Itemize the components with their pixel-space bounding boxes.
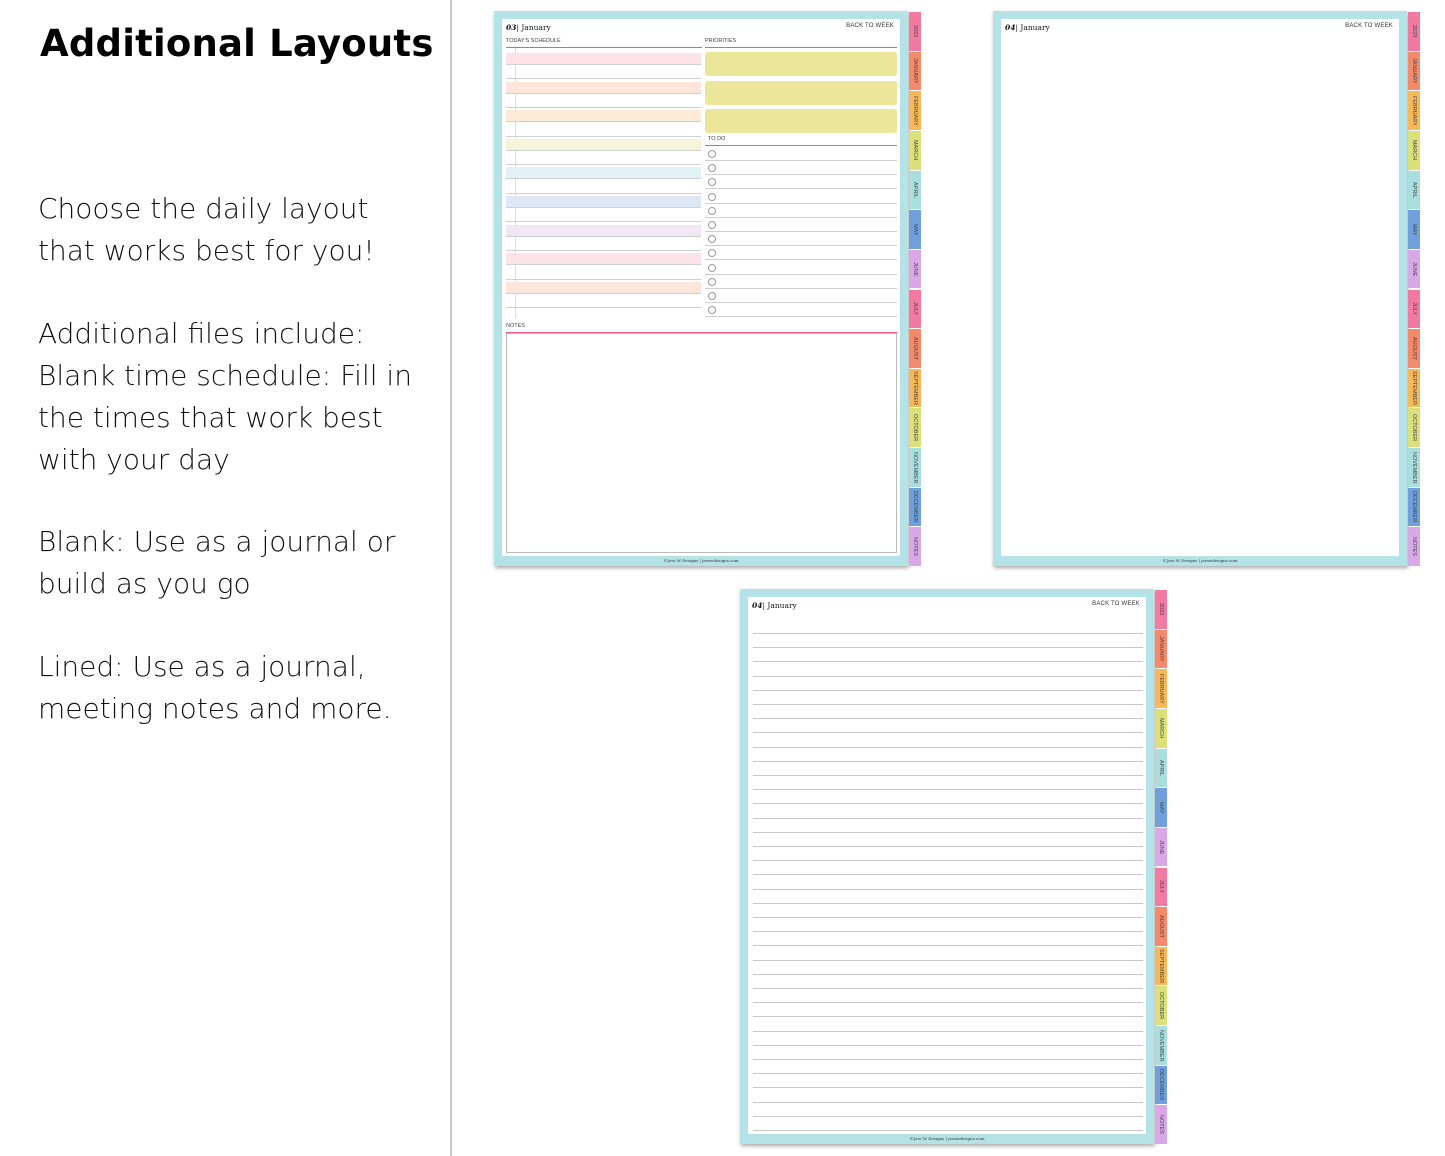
tab-october[interactable] bbox=[909, 408, 921, 447]
journal-line bbox=[753, 704, 1143, 705]
schedule-line bbox=[506, 121, 701, 122]
journal-line bbox=[753, 1031, 1143, 1032]
schedule-line bbox=[506, 236, 701, 237]
tab-august[interactable] bbox=[909, 329, 921, 368]
schedule-slot[interactable] bbox=[506, 225, 701, 236]
back-to-week-link[interactable]: BACK TO WEEK bbox=[1092, 601, 1140, 607]
tab-september[interactable] bbox=[909, 369, 921, 408]
tab-july[interactable] bbox=[909, 290, 921, 329]
tab-label: JULY bbox=[1411, 302, 1417, 316]
files-line: with your day bbox=[38, 443, 230, 476]
journal-line bbox=[753, 1016, 1143, 1017]
notes-area[interactable] bbox=[506, 333, 897, 553]
todo-checkbox[interactable] bbox=[708, 207, 716, 215]
journal-line bbox=[753, 1102, 1143, 1103]
panel-divider bbox=[450, 0, 452, 1156]
schedule-line bbox=[506, 164, 701, 165]
tab-december[interactable] bbox=[909, 488, 921, 527]
tab-label: 2023 bbox=[1158, 603, 1164, 616]
tab-label: MARCH bbox=[1158, 718, 1164, 739]
files-line: Additional files include: bbox=[38, 317, 365, 350]
schedule-slot[interactable] bbox=[506, 139, 701, 150]
tab-2023[interactable] bbox=[1155, 590, 1167, 629]
schedule-line bbox=[506, 264, 701, 265]
tab-label: MAY bbox=[912, 223, 918, 236]
tab-label: MAY bbox=[1411, 223, 1417, 236]
todo-line bbox=[705, 203, 897, 204]
tab-label: NOVEMBER bbox=[1411, 451, 1417, 484]
todo-line bbox=[705, 174, 897, 175]
tab-february[interactable] bbox=[1155, 669, 1167, 708]
back-to-week-link[interactable]: BACK TO WEEK bbox=[846, 23, 894, 29]
priority-slot[interactable] bbox=[705, 109, 897, 133]
page-date: 03| January bbox=[506, 23, 551, 32]
tab-label: JULY bbox=[1158, 880, 1164, 894]
tab-label: NOVEMBER bbox=[912, 451, 918, 484]
tab-label: OCTOBER bbox=[912, 414, 918, 442]
blank-line: build as you go bbox=[38, 567, 251, 600]
todo-checkbox[interactable] bbox=[708, 306, 716, 314]
schedule-slot[interactable] bbox=[506, 167, 701, 178]
tab-label: OCTOBER bbox=[1158, 992, 1164, 1020]
tab-label: JUNE bbox=[1411, 261, 1417, 277]
intro-text bbox=[38, 188, 438, 272]
journal-line bbox=[753, 690, 1143, 691]
todo-checkbox[interactable] bbox=[708, 249, 716, 257]
journal-line bbox=[753, 1059, 1143, 1060]
tab-label: APRIL bbox=[912, 181, 918, 198]
month-tabs bbox=[1155, 590, 1167, 1145]
schedule-slot[interactable] bbox=[506, 253, 701, 264]
tab-may[interactable] bbox=[909, 210, 921, 249]
schedule-line bbox=[506, 279, 701, 280]
month-tabs bbox=[1408, 12, 1420, 567]
tab-notes[interactable] bbox=[909, 527, 921, 566]
todo-line bbox=[705, 217, 897, 218]
tab-label: MARCH bbox=[1411, 140, 1417, 161]
month-tabs bbox=[909, 12, 921, 567]
schedule-line bbox=[506, 207, 701, 208]
todo-line bbox=[705, 316, 897, 317]
journal-line bbox=[753, 803, 1143, 804]
info-panel bbox=[0, 0, 450, 1156]
todo-checkbox[interactable] bbox=[708, 278, 716, 286]
journal-line bbox=[753, 960, 1143, 961]
tab-label: FEBRUARY bbox=[1411, 95, 1417, 126]
todo-line bbox=[705, 259, 897, 260]
tab-label: APRIL bbox=[1411, 181, 1417, 198]
tab-june[interactable] bbox=[909, 250, 921, 289]
notes-label: NOTES bbox=[506, 323, 525, 329]
tab-label: FEBRUARY bbox=[1158, 673, 1164, 704]
tab-label: MAY bbox=[1158, 801, 1164, 814]
journal-line bbox=[753, 818, 1143, 819]
intro-line: Choose the daily layout bbox=[38, 192, 369, 225]
tab-january[interactable] bbox=[1408, 52, 1420, 91]
schedule-label: TODAY'S SCHEDULE bbox=[506, 38, 561, 44]
schedule-line bbox=[506, 93, 701, 94]
journal-line bbox=[753, 1130, 1143, 1131]
todo-line bbox=[705, 160, 897, 161]
schedule-line bbox=[506, 150, 701, 151]
tab-april[interactable] bbox=[909, 171, 921, 210]
journal-line bbox=[753, 1002, 1143, 1003]
todo-checkbox[interactable] bbox=[708, 221, 716, 229]
tab-october[interactable] bbox=[1155, 986, 1167, 1025]
todo-line bbox=[705, 245, 897, 246]
tab-label: AUGUST bbox=[912, 337, 918, 360]
tab-label: SEPTEMBER bbox=[912, 371, 918, 406]
todo-checkbox[interactable] bbox=[708, 292, 716, 300]
todo-line bbox=[705, 274, 897, 275]
todo-checkbox[interactable] bbox=[708, 235, 716, 243]
journal-line bbox=[753, 1087, 1143, 1088]
priorities-divider bbox=[705, 47, 897, 48]
files-text bbox=[38, 313, 438, 481]
tab-label: AUGUST bbox=[1158, 915, 1164, 938]
journal-line bbox=[753, 676, 1143, 677]
todo-checkbox[interactable] bbox=[708, 178, 716, 186]
journal-line bbox=[753, 903, 1143, 904]
tab-april[interactable] bbox=[1155, 749, 1167, 788]
lined-text bbox=[38, 646, 438, 730]
page-footer: ©Jess W Designs | jesswdesigns.com bbox=[663, 558, 739, 563]
todo-divider bbox=[705, 145, 897, 146]
tab-may[interactable] bbox=[1408, 210, 1420, 249]
page-footer: ©Jess W Designs | jesswdesigns.com bbox=[1162, 558, 1238, 563]
intro-line: that works best for you! bbox=[38, 234, 375, 267]
todo-checkbox[interactable] bbox=[708, 193, 716, 201]
tab-january[interactable] bbox=[1155, 630, 1167, 669]
blank-layout-page bbox=[993, 11, 1407, 566]
schedule-layout-page bbox=[494, 11, 908, 566]
tab-august[interactable] bbox=[1155, 907, 1167, 946]
priority-slot[interactable] bbox=[705, 52, 897, 76]
tab-label: NOTES bbox=[1411, 537, 1417, 557]
tab-label: NOTES bbox=[912, 537, 918, 557]
journal-line bbox=[753, 931, 1143, 932]
tab-2023[interactable] bbox=[1408, 12, 1420, 51]
files-line: the times that work best bbox=[38, 401, 383, 434]
tab-label: JULY bbox=[912, 302, 918, 316]
tab-label: FEBRUARY bbox=[912, 95, 918, 126]
todo-line bbox=[705, 188, 897, 189]
schedule-slot[interactable] bbox=[506, 196, 701, 207]
journal-line bbox=[753, 832, 1143, 833]
tab-november[interactable] bbox=[1155, 1026, 1167, 1065]
tab-2023[interactable] bbox=[909, 12, 921, 51]
tab-february[interactable] bbox=[1408, 91, 1420, 130]
todo-checkbox[interactable] bbox=[708, 264, 716, 272]
todo-line bbox=[705, 288, 897, 289]
tab-label: NOVEMBER bbox=[1158, 1029, 1164, 1062]
files-line: Blank time schedule: Fill in bbox=[38, 359, 412, 392]
todo-checkbox[interactable] bbox=[708, 164, 716, 172]
tab-label: SEPTEMBER bbox=[1158, 949, 1164, 984]
journal-line bbox=[753, 945, 1143, 946]
todo-checkbox[interactable] bbox=[708, 150, 716, 158]
schedule-slot[interactable] bbox=[506, 110, 701, 121]
lined-line: Lined: Use as a journal, bbox=[38, 650, 366, 683]
tab-notes[interactable] bbox=[1408, 527, 1420, 566]
tab-label: 2023 bbox=[1411, 25, 1417, 38]
tab-march[interactable] bbox=[909, 131, 921, 170]
tab-may[interactable] bbox=[1155, 788, 1167, 827]
tab-october[interactable] bbox=[1408, 408, 1420, 447]
tab-label: AUGUST bbox=[1411, 337, 1417, 360]
lined-layout-page bbox=[740, 589, 1154, 1144]
tab-label: OCTOBER bbox=[1411, 414, 1417, 442]
tab-february[interactable] bbox=[909, 91, 921, 130]
schedule-divider bbox=[506, 47, 702, 48]
journal-line bbox=[753, 789, 1143, 790]
journal-line bbox=[753, 647, 1143, 648]
schedule-line bbox=[506, 193, 701, 194]
blank-line: Blank: Use as a journal or bbox=[38, 525, 396, 558]
journal-line bbox=[753, 1116, 1143, 1117]
schedule-slot[interactable] bbox=[506, 82, 701, 93]
tab-september[interactable] bbox=[1155, 947, 1167, 986]
tab-label: JUNE bbox=[1158, 839, 1164, 855]
schedule-line bbox=[506, 293, 701, 294]
page-date: 04| January bbox=[752, 601, 797, 610]
journal-line bbox=[753, 775, 1143, 776]
panel-title: Additional Layouts bbox=[40, 22, 434, 65]
journal-line bbox=[753, 846, 1143, 847]
tab-july[interactable] bbox=[1408, 290, 1420, 329]
schedule-line bbox=[506, 221, 701, 222]
tab-november[interactable] bbox=[1408, 448, 1420, 487]
tab-label: JANUARY bbox=[1158, 636, 1164, 662]
tab-notes[interactable] bbox=[1155, 1105, 1167, 1144]
journal-line bbox=[753, 974, 1143, 975]
todo-label: TO DO bbox=[708, 136, 726, 142]
tab-label: NOTES bbox=[1158, 1115, 1164, 1135]
tab-december[interactable] bbox=[1155, 1066, 1167, 1105]
tab-label: JUNE bbox=[912, 261, 918, 277]
tab-label: APRIL bbox=[1158, 759, 1164, 776]
blank-text bbox=[38, 521, 438, 605]
tab-label: SEPTEMBER bbox=[1411, 371, 1417, 406]
lined-line: meeting notes and more. bbox=[38, 692, 392, 725]
schedule-line bbox=[506, 307, 701, 308]
page-footer: ©Jess W Designs | jesswdesigns.com bbox=[909, 1136, 985, 1141]
tab-label: JANUARY bbox=[912, 58, 918, 84]
tab-label: DECEMBER bbox=[1158, 1069, 1164, 1101]
journal-line bbox=[753, 889, 1143, 890]
journal-line bbox=[753, 732, 1143, 733]
page-date: 04| January bbox=[1005, 23, 1050, 32]
tab-january[interactable] bbox=[909, 52, 921, 91]
journal-line bbox=[753, 633, 1143, 634]
tab-june[interactable] bbox=[1155, 828, 1167, 867]
page-sheet[interactable] bbox=[1001, 19, 1399, 556]
tab-label: DECEMBER bbox=[912, 491, 918, 523]
tab-september[interactable] bbox=[1408, 369, 1420, 408]
tab-june[interactable] bbox=[1408, 250, 1420, 289]
tab-label: 2023 bbox=[912, 25, 918, 38]
schedule-line bbox=[506, 64, 701, 65]
schedule-line bbox=[506, 178, 701, 179]
tab-label: MARCH bbox=[912, 140, 918, 161]
journal-line bbox=[753, 718, 1143, 719]
tab-label: JANUARY bbox=[1411, 58, 1417, 84]
todo-line bbox=[705, 231, 897, 232]
priority-slot[interactable] bbox=[705, 81, 897, 105]
tab-august[interactable] bbox=[1408, 329, 1420, 368]
priorities-label: PRIORITIES bbox=[705, 38, 737, 44]
journal-line bbox=[753, 747, 1143, 748]
tab-april[interactable] bbox=[1408, 171, 1420, 210]
journal-line bbox=[753, 917, 1143, 918]
journal-line bbox=[753, 1073, 1143, 1074]
page-sheet[interactable] bbox=[748, 597, 1146, 1134]
journal-line bbox=[753, 874, 1143, 875]
schedule-line bbox=[506, 136, 701, 137]
journal-line bbox=[753, 1045, 1143, 1046]
back-to-week-link[interactable]: BACK TO WEEK bbox=[1345, 23, 1393, 29]
schedule-slot[interactable] bbox=[506, 53, 701, 64]
page-sheet bbox=[502, 19, 900, 556]
tab-july[interactable] bbox=[1155, 868, 1167, 907]
journal-line bbox=[753, 761, 1143, 762]
tab-december[interactable] bbox=[1408, 488, 1420, 527]
journal-line bbox=[753, 988, 1143, 989]
tab-march[interactable] bbox=[1155, 709, 1167, 748]
todo-line bbox=[705, 302, 897, 303]
tab-november[interactable] bbox=[909, 448, 921, 487]
schedule-line bbox=[506, 78, 701, 79]
tab-march[interactable] bbox=[1408, 131, 1420, 170]
schedule-line bbox=[506, 107, 701, 108]
journal-line bbox=[753, 661, 1143, 662]
journal-line bbox=[753, 860, 1143, 861]
schedule-slot[interactable] bbox=[506, 282, 701, 293]
tab-label: DECEMBER bbox=[1411, 491, 1417, 523]
schedule-line bbox=[506, 250, 701, 251]
